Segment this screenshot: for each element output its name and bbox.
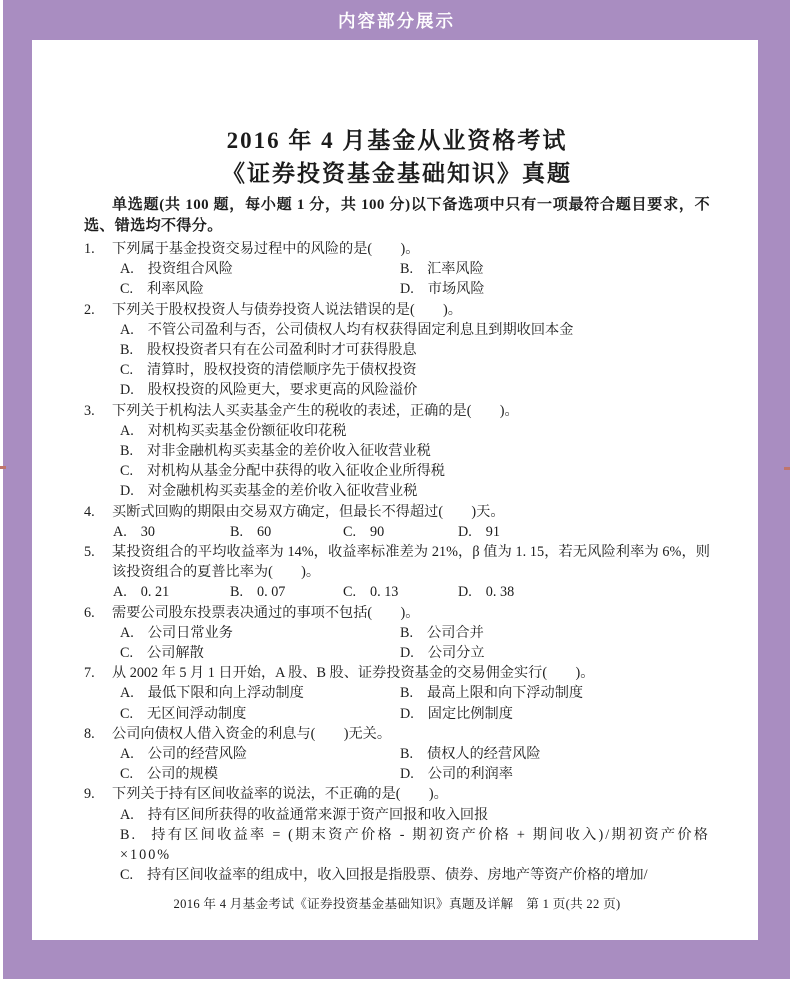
option-label: C.: [343, 523, 357, 540]
question-number: 1.: [84, 241, 95, 257]
option-label: D.: [458, 584, 472, 601]
question-text: 下列属于基金投资交易过程中的风险的是( )。: [112, 241, 420, 257]
doc-title: [84, 124, 710, 190]
option-text: 清算时，股权投资的清偿顺序先于债权投资: [147, 362, 417, 379]
option-label: B.: [400, 746, 414, 763]
option-text: 公司的规模: [147, 766, 218, 783]
exam-page: [32, 40, 758, 940]
option-label: B.: [120, 342, 134, 359]
option-list: [120, 805, 710, 886]
option: [400, 704, 710, 724]
option: [343, 522, 458, 542]
option-list: [120, 744, 710, 784]
page-footer: 2016 年 4 月基金考试《证券投资基金基础知识》真题及详解 第 1 页(共 22 页): [173, 896, 621, 911]
option-label: C.: [120, 705, 134, 722]
option-label: A.: [120, 261, 134, 278]
option-text: 公司的经营风险: [147, 746, 248, 763]
question-number: 6.: [84, 604, 95, 621]
option-list: [120, 320, 710, 401]
option: [120, 825, 710, 865]
option-label: C.: [343, 584, 357, 601]
option: [120, 279, 400, 299]
option-text: 最高上限和向下浮动制度: [427, 685, 584, 702]
option-text: 利率风险: [147, 281, 204, 298]
option-label: D.: [120, 483, 134, 500]
question-line: [84, 502, 710, 522]
question-item: [84, 502, 710, 542]
question-number: 9.: [84, 786, 95, 803]
option: [120, 441, 710, 461]
option-label: A.: [113, 584, 127, 601]
option: [120, 764, 400, 784]
question-item: [84, 300, 710, 401]
question-item: [84, 239, 710, 300]
option-label: B.: [400, 685, 414, 702]
option-list: [113, 522, 710, 542]
banner: [3, 0, 790, 40]
option: [120, 259, 400, 279]
option: [400, 259, 710, 279]
option-text: 持有区间收益率 = (期末资产价格 - 期初资产价格 + 期间收入)/期初资产价格 ×100%: [120, 826, 710, 864]
option: [343, 582, 458, 602]
option-label: D.: [120, 382, 134, 399]
question-item: [84, 603, 710, 664]
option: [458, 582, 710, 602]
option-text: 91: [485, 523, 500, 540]
option-text: 股权投资者只有在公司盈利时才可获得股息: [147, 342, 417, 359]
option: [400, 683, 710, 703]
question-number: 4.: [84, 503, 95, 520]
question-text: 公司向债权人借入资金的利息与( )无关。: [112, 725, 392, 742]
option-text: 无区间浮动制度: [147, 705, 247, 722]
question-line: [84, 239, 710, 259]
option-label: D.: [400, 766, 414, 783]
option-label: A.: [120, 321, 134, 338]
option: [120, 623, 400, 643]
question-number: 3.: [84, 402, 95, 419]
question-text: 某投资组合的平均收益率为 14%，收益率标准差为 21%，β 值为 1. 15，若无风险利率为 6%，则该投资组合的夏普比率为( )。: [112, 544, 710, 581]
option-text: 最低下限和向上浮动制度: [147, 685, 304, 702]
question-text: 需要公司股东投票表决通过的事项不包括( )。: [112, 604, 420, 621]
option-label: A.: [120, 685, 134, 702]
question-line: [84, 542, 710, 582]
option-label: D.: [400, 645, 414, 662]
option-text: 公司的利润率: [427, 766, 513, 783]
question-list: [84, 239, 710, 886]
scan-mark-right: [784, 467, 790, 470]
option: [120, 865, 710, 885]
doc-title-line-2: 《证券投资基金基础知识》真题: [222, 161, 572, 186]
question-text: 下列关于机构法人买卖基金产生的税收的表述，正确的是( )。: [112, 402, 519, 419]
option: [120, 380, 710, 400]
option-text: 90: [370, 523, 385, 540]
option-text: 公司解散: [147, 645, 204, 662]
option-text: 固定比例制度: [427, 705, 513, 722]
option-text: 公司合并: [427, 624, 484, 641]
option: [120, 360, 710, 380]
option-label: C.: [120, 867, 134, 884]
option: [400, 764, 710, 784]
option-label: A.: [120, 806, 134, 823]
option-list: [120, 421, 710, 502]
question-number: 7.: [84, 665, 95, 682]
option-text: 持有区间所获得的收益通常来源于资产回报和收入回报: [147, 806, 489, 823]
option-label: B.: [400, 261, 414, 278]
question-item: [84, 663, 710, 724]
option-text: 0. 38: [485, 584, 515, 601]
option-text: 债权人的经营风险: [427, 746, 541, 763]
option-label: C.: [120, 645, 134, 662]
option-text: 不管公司盈利与否，公司债权人均有权获得固定利息且到期收回本金: [147, 321, 574, 338]
option-text: 持有区间收益率的组成中，收入回报是指股票、债券、房地产等资产价格的增加/: [147, 867, 648, 884]
question-item: [84, 542, 710, 603]
doc-title-line-1: 2016 年 4 月基金从业资格考试: [226, 128, 568, 153]
option: [113, 522, 230, 542]
question-line: [84, 663, 710, 683]
option-text: 公司日常业务: [147, 624, 233, 641]
option-text: 0. 21: [140, 584, 170, 601]
question-text: 下列关于持有区间收益率的说法，不正确的是( )。: [112, 786, 448, 803]
instructions-paragraph: 单选题(共 100 题，每小题 1 分，共 100 分)以下备选项中只有一项最符合题目要求，不选、错选均不得分。: [84, 197, 710, 234]
option: [120, 320, 710, 340]
option: [120, 461, 710, 481]
option-label: D.: [400, 281, 414, 298]
option-label: B.: [120, 443, 134, 460]
question-line: [84, 401, 710, 421]
question-line: [84, 784, 710, 804]
option-label: B.: [120, 826, 138, 843]
option-label: A.: [120, 746, 134, 763]
option-text: 0. 13: [370, 584, 399, 601]
question-number: 5.: [84, 544, 95, 561]
option-text: 市场风险: [427, 281, 485, 298]
option: [400, 744, 710, 764]
option-text: 0. 07: [257, 584, 286, 601]
option: [120, 643, 400, 663]
option-label: A.: [120, 624, 134, 641]
question-text: 买断式回购的期限由交易双方确定，但最长不得超过( )天。: [112, 503, 505, 520]
option-text: 投资组合风险: [147, 261, 233, 278]
option-text: 对金融机构买卖基金的差价收入征收营业税: [147, 483, 418, 500]
question-item: [84, 724, 710, 785]
option: [120, 421, 710, 441]
option-label: C.: [120, 766, 134, 783]
option-text: 对非金融机构买卖基金的差价收入征收营业税: [147, 443, 431, 460]
option-label: A.: [113, 523, 127, 540]
option: [230, 522, 343, 542]
question-item: [84, 401, 710, 502]
option-label: C.: [120, 362, 134, 379]
option-list: [120, 259, 710, 299]
question-item: [84, 784, 710, 885]
option-text: 30: [140, 523, 155, 540]
option-label: D.: [400, 705, 414, 722]
option: [120, 683, 400, 703]
option-label: D.: [458, 523, 472, 540]
question-number: 2.: [84, 301, 95, 318]
option: [400, 643, 710, 663]
question-line: [84, 603, 710, 623]
option-label: A.: [120, 422, 134, 439]
question-text: 从 2002 年 5 月 1 日开始，A 股、B 股、证券投资基金的交易佣金实行( )。: [112, 665, 595, 682]
option: [120, 805, 710, 825]
question-number: 8.: [84, 725, 95, 742]
option: [113, 582, 230, 602]
option: [400, 623, 710, 643]
option-label: C.: [120, 463, 134, 480]
option-text: 60: [257, 523, 272, 540]
option: [120, 704, 400, 724]
question-text: 下列关于股权投资人与债券投资人说法错误的是( )。: [112, 301, 462, 318]
option: [458, 522, 710, 542]
option: [230, 582, 343, 602]
option-list: [120, 683, 710, 723]
option-label: B.: [400, 624, 414, 641]
question-line: [84, 300, 710, 320]
option-text: 汇率风险: [427, 261, 484, 278]
option: [400, 279, 710, 299]
option-list: [113, 582, 710, 602]
option-label: B.: [230, 523, 244, 540]
option: [120, 481, 710, 501]
option-text: 股权投资的风险更大，要求更高的风险溢价: [147, 382, 418, 399]
option: [120, 744, 400, 764]
option-text: 对机构买卖基金份额征收印花税: [147, 422, 347, 439]
question-line: [84, 724, 710, 744]
option-label: C.: [120, 281, 134, 298]
option-text: 公司分立: [427, 645, 485, 662]
option-text: 对机构从基金分配中获得的收入征收企业所得税: [147, 463, 445, 480]
option-label: B.: [230, 584, 244, 601]
banner-title: 内容部分展示: [338, 10, 455, 31]
scan-mark-left: [0, 466, 6, 469]
option: [120, 340, 710, 360]
option-list: [120, 623, 710, 663]
